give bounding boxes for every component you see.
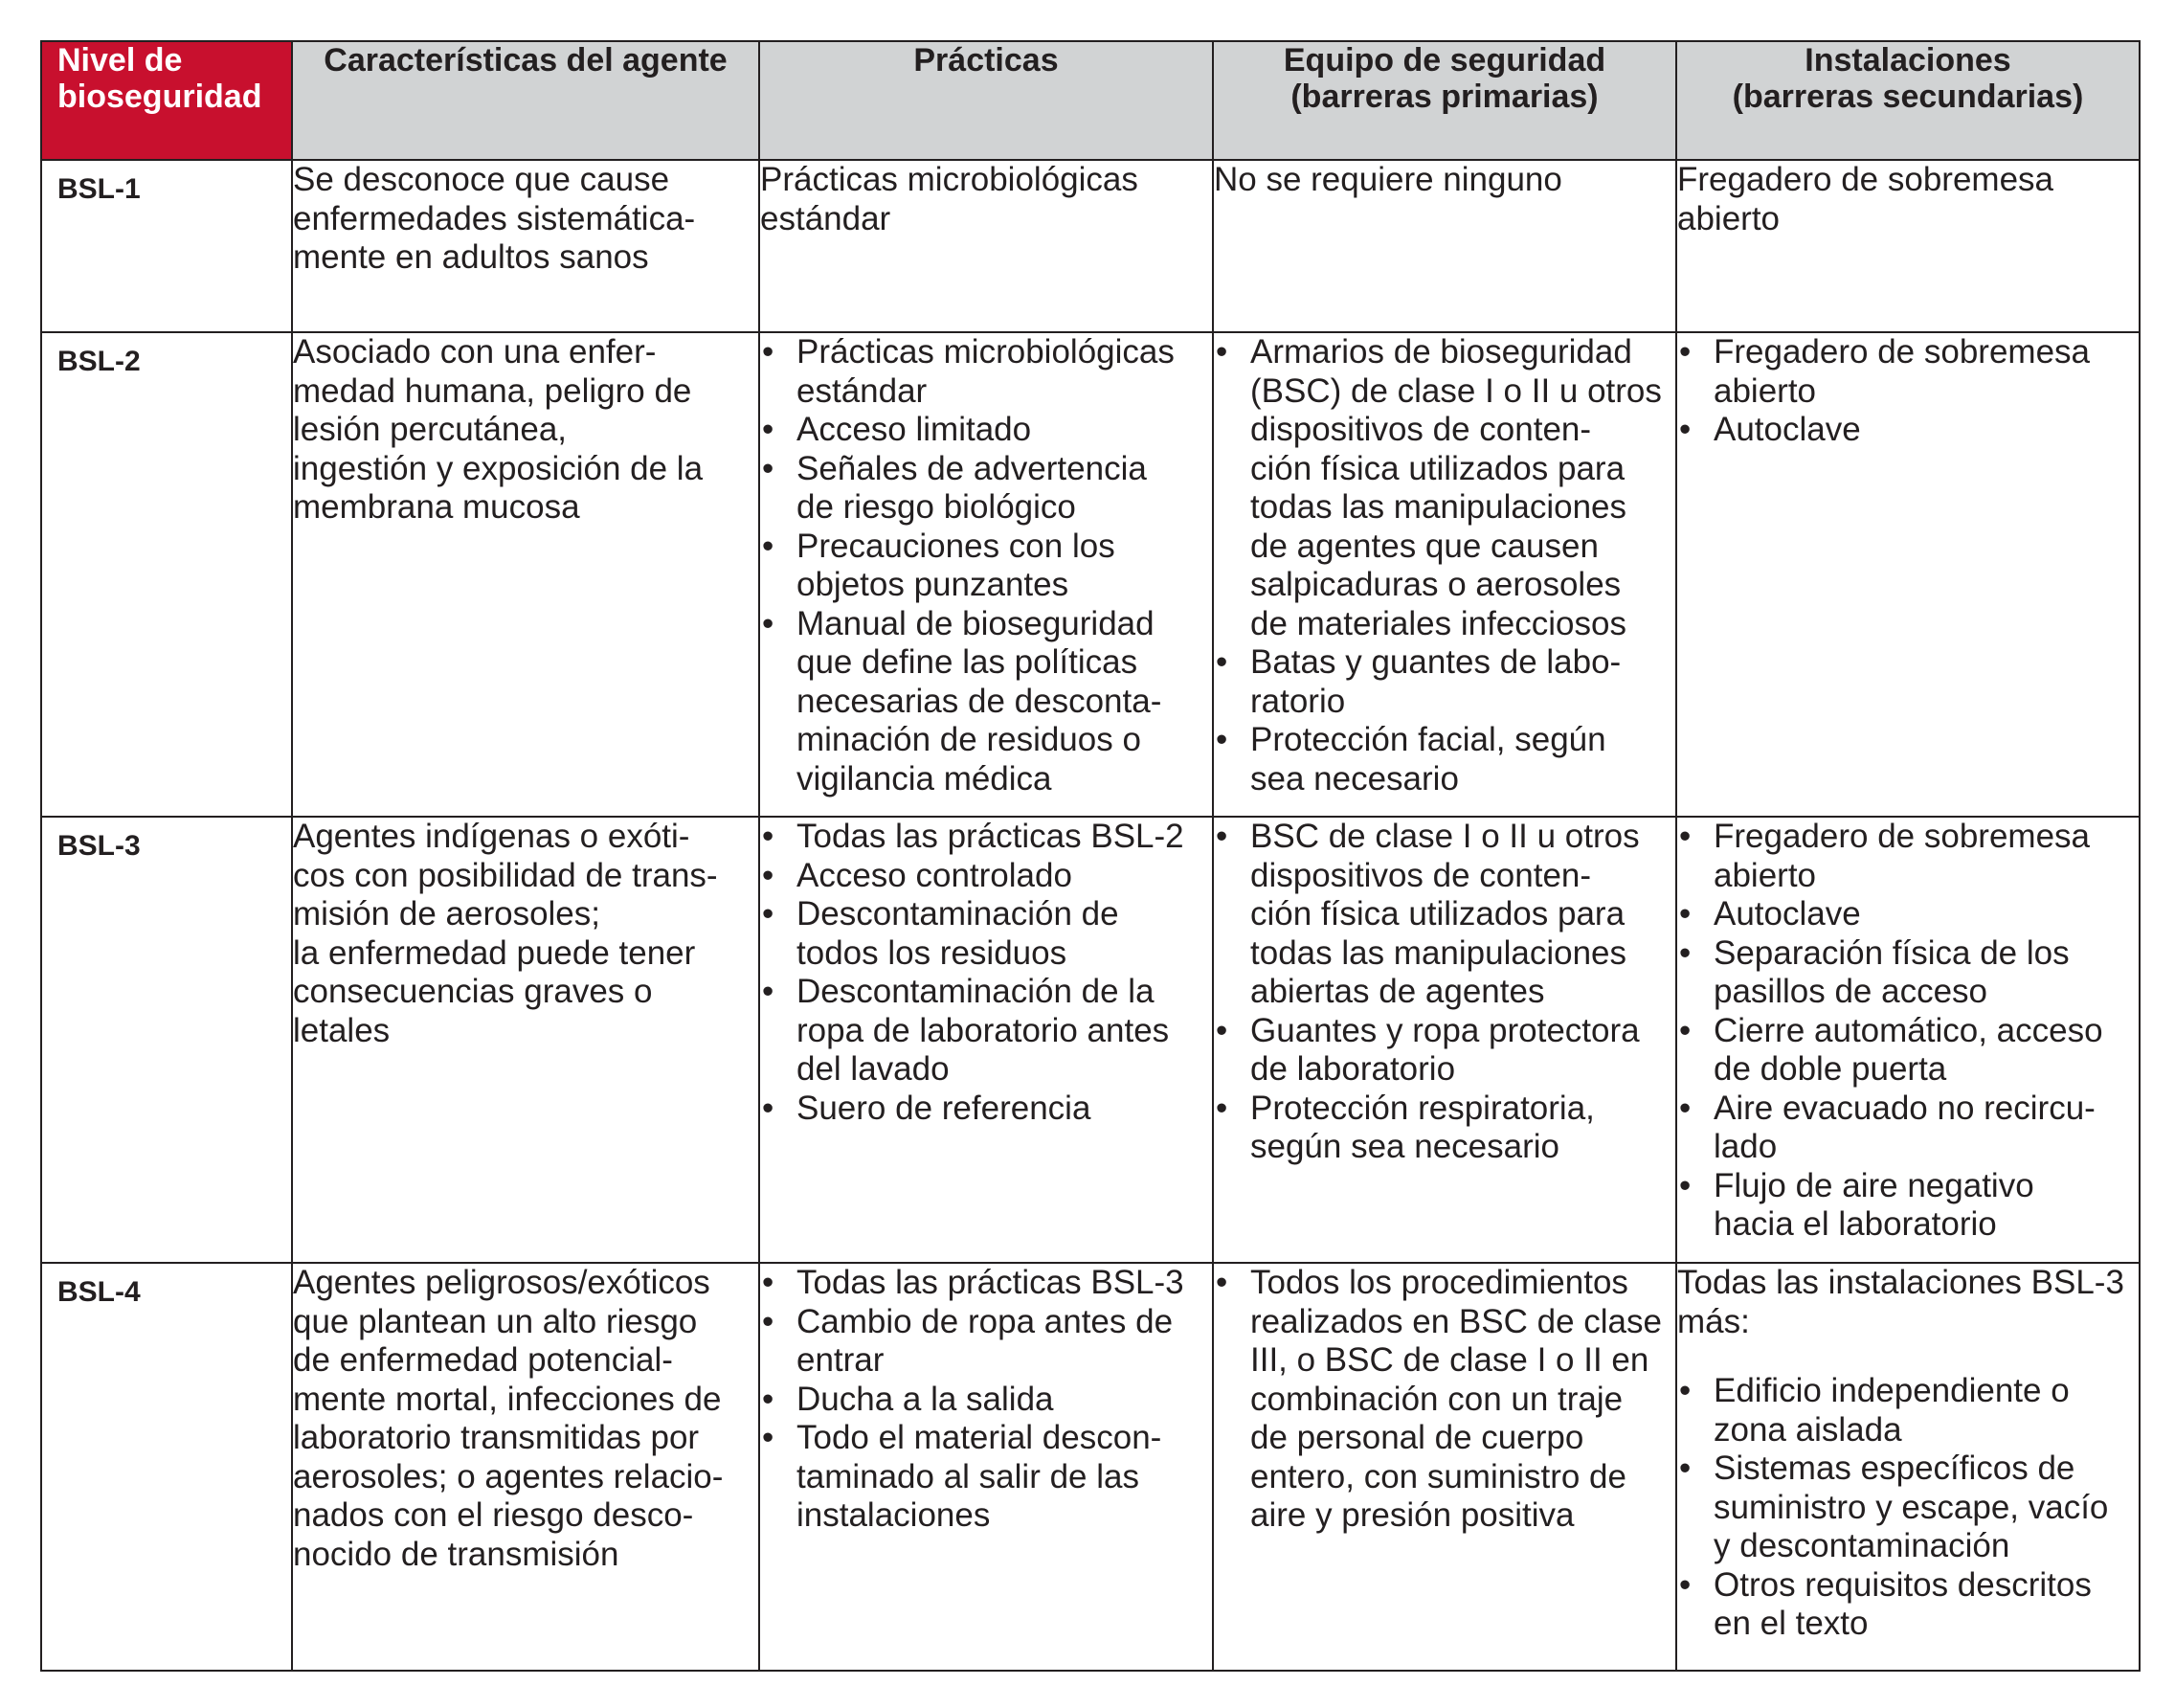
- facilities-cell: Fregadero de sobremesa abierto: [1676, 160, 2140, 332]
- level-cell: BSL-4: [41, 1263, 292, 1671]
- list-item: • Cambio de ropa antes de entrar: [760, 1303, 1212, 1381]
- header-safety-equipment: Equipo de seguridad (barreras primarias): [1213, 41, 1676, 160]
- facilities-list: [1677, 333, 2139, 450]
- table-row-bsl-4: [41, 1263, 2140, 1671]
- list-item: • Separación física de los pasillos de acceso: [1677, 934, 2139, 1012]
- facilities-cell: [1676, 817, 2140, 1263]
- list-item: • Protección respiratoria, según sea necesario: [1214, 1090, 1675, 1167]
- list-item: • Protección facial, según sea necesario: [1214, 721, 1675, 798]
- list-item: • Prácticas microbiológicas estándar: [760, 333, 1212, 411]
- facilities-cell: [1676, 332, 2140, 817]
- practices-list: [760, 1264, 1212, 1536]
- spacer: [1677, 1341, 2139, 1372]
- list-item: • Suero de referencia: [760, 1090, 1212, 1129]
- header-biosafety-level: Nivel de bioseguridad: [41, 41, 292, 160]
- list-item: • Edificio independiente o zona aislada: [1677, 1372, 2139, 1450]
- list-item: • Ducha a la salida: [760, 1381, 1212, 1420]
- equipment-cell: [1213, 332, 1676, 817]
- agent-cell: Agentes peligrosos/exóticos que plantean un alto riesgo de enfermedad potencial- mente mortal, infecciones de laboratorio transmitidas por aerosoles; o agentes relacio- nados con el riesgo desco- nocido de transmisión: [292, 1263, 759, 1671]
- list-item: • Autoclave: [1677, 895, 2139, 934]
- practices-cell: [759, 817, 1213, 1263]
- practices-cell: [759, 1263, 1213, 1671]
- list-item: • Acceso controlado: [760, 857, 1212, 896]
- practices-list: [760, 818, 1212, 1128]
- list-item: • Flujo de aire negativo hacia el laboratorio: [1677, 1167, 2139, 1245]
- agent-cell: Agentes indígenas o exóti- cos con posibilidad de trans- misión de aerosoles; la enfermedad puede tener consecuencias graves o letales: [292, 817, 759, 1263]
- practices-cell: [759, 332, 1213, 817]
- level-cell: BSL-1: [41, 160, 292, 332]
- list-item: • Manual de bioseguridad que define las políticas necesarias de desconta- minación de residuos o vigilancia médica: [760, 605, 1212, 799]
- list-item: • Todos los procedimientos realizados en BSC de clase III, o BSC de clase I o II en combinación con un traje de personal de cuerpo entero, con suministro de aire y presión positiva: [1214, 1264, 1675, 1536]
- list-item: • Aire evacuado no recircu- lado: [1677, 1090, 2139, 1167]
- equipment-list: [1214, 1264, 1675, 1536]
- list-item: • Autoclave: [1677, 411, 2139, 450]
- list-item: • Todas las prácticas BSL-2: [760, 818, 1212, 857]
- list-item: • Descontaminación de todos los residuos: [760, 895, 1212, 973]
- agent-cell: Asociado con una enfer- medad humana, peligro de lesión percutánea, ingestión y exposición de la membrana mucosa: [292, 332, 759, 817]
- header-facilities: Instalaciones (barreras secundarias): [1676, 41, 2140, 160]
- list-item: • Batas y guantes de labo- ratorio: [1214, 643, 1675, 721]
- equipment-cell: No se requiere ninguno: [1213, 160, 1676, 332]
- list-item: • Cierre automático, acceso de doble puerta: [1677, 1012, 2139, 1090]
- practices-cell: Prácticas microbiológicas estándar: [759, 160, 1213, 332]
- equipment-cell: [1213, 817, 1676, 1263]
- list-item: • Precauciones con los objetos punzantes: [760, 528, 1212, 605]
- list-item: • Señales de advertencia de riesgo biológico: [760, 450, 1212, 528]
- facilities-list: [1677, 1372, 2139, 1644]
- table-row-bsl-1: [41, 160, 2140, 332]
- table-row-bsl-3: [41, 817, 2140, 1263]
- header-agent-characteristics: Características del agente: [292, 41, 759, 160]
- list-item: • Fregadero de sobremesa abierto: [1677, 333, 2139, 411]
- list-item: • Todas las prácticas BSL-3: [760, 1264, 1212, 1303]
- list-item: • Todo el material descon- taminado al salir de las instalaciones: [760, 1419, 1212, 1536]
- practices-list: [760, 333, 1212, 798]
- list-item: • Sistemas específicos de suministro y escape, vacío y descontaminación: [1677, 1450, 2139, 1566]
- table-row-bsl-2: [41, 332, 2140, 817]
- biosafety-levels-table: [40, 40, 2141, 1672]
- equipment-cell: [1213, 1263, 1676, 1671]
- agent-cell: Se desconoce que cause enfermedades sistemática- mente en adultos sanos: [292, 160, 759, 332]
- list-item: • Acceso limitado: [760, 411, 1212, 450]
- level-cell: BSL-3: [41, 817, 292, 1263]
- list-item: • BSC de clase I o II u otros dispositivos de conten- ción física utilizados para todas las manipulaciones abiertas de agentes: [1214, 818, 1675, 1012]
- header-row: [41, 41, 2140, 160]
- list-item: • Armarios de bioseguridad (BSC) de clase I o II u otros dispositivos de conten- ción física utilizados para todas las manipulaciones de agentes que causen salpicaduras o aerosoles de materiales infecciosos: [1214, 333, 1675, 643]
- list-item: • Fregadero de sobremesa abierto: [1677, 818, 2139, 895]
- header-practices: Prácticas: [759, 41, 1213, 160]
- equipment-list: [1214, 333, 1675, 798]
- level-cell: BSL-2: [41, 332, 292, 817]
- equipment-list: [1214, 818, 1675, 1167]
- list-item: • Otros requisitos descritos en el texto: [1677, 1566, 2139, 1644]
- facilities-list: [1677, 818, 2139, 1245]
- list-item: • Descontaminación de la ropa de laboratorio antes del lavado: [760, 973, 1212, 1090]
- facilities-cell: Todas las instalaciones BSL-3 más: • Edificio independiente o zona aislada • Sistemas específicos de suministro y escape, vacío y descontaminación • Otros requisitos descritos en el texto: [1676, 1263, 2140, 1671]
- list-item: • Guantes y ropa protectora de laboratorio: [1214, 1012, 1675, 1090]
